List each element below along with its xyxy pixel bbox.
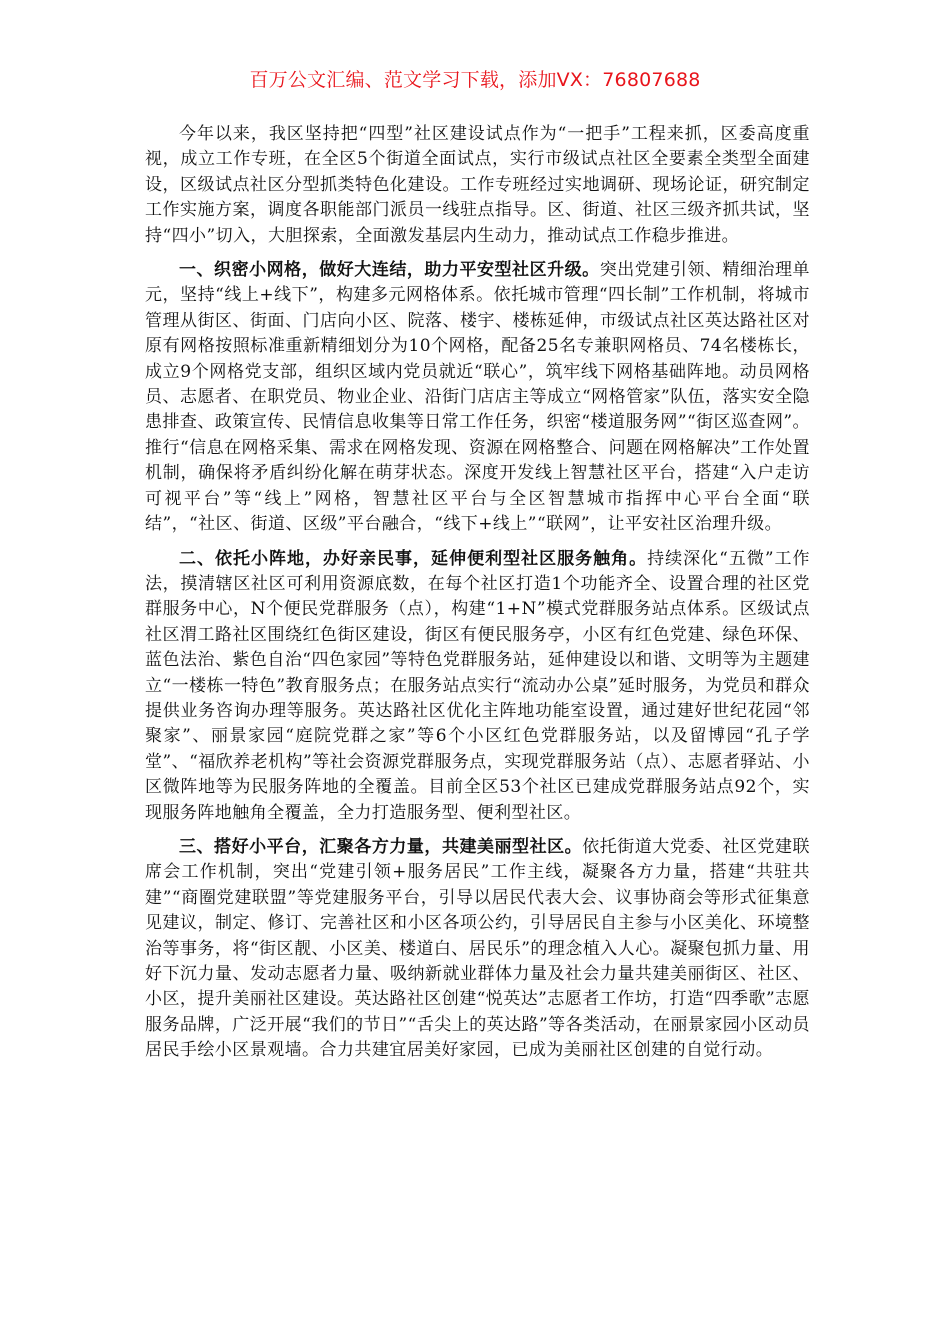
section-1-heading: 一、织密小网格，做好大连结，助力平安型社区升级。: [179, 260, 600, 281]
section-3-heading: 三、搭好小平台，汇聚各方力量，共建美丽型社区。: [179, 836, 583, 857]
section-2-paragraph: [145, 547, 810, 826]
section-3-paragraph: [145, 835, 810, 1064]
section-1-body: 突出党建引领、精细治理单元，坚持“线上+线下”，构建多元网格体系。依托城市管理“四长制”工作机制，将城市管理从街区、街面、门店向小区、院落、楼宇、楼栋延伸，市级试点社区英达路社区对原有网格按照标准重新精细划分为10个网格，配备25名专兼职网格员、74名楼栋长，成立9个网格党支部，组织区域内党员就近“联心”，筑牢线下网格基础阵地。动员网格员、志愿者、在职党员、物业企业、沿街门店店主等成立“网格管家”队伍，落实安全隐患排查、政策宣传、民情信息收集等日常工作任务，织密“楼道服务网”“街区巡查网”。推行“信息在网格采集、需求在网格发现、资源在网格整合、问题在网格解决”工作处置机制，确保将矛盾纠纷化解在萌芽状态。深度开发线上智慧社区平台，搭建“入户走访可视平台”等“线上”网格，智慧社区平台与全区智慧城市指挥中心平台全面“联结”，“社区、街道、区级”平台融合，“线下+线上”“联网”，让平安社区治理升级。: [145, 260, 810, 535]
intro-paragraph: 今年以来，我区坚持把“四型”社区建设试点作为“一把手”工程来抓，区委高度重视，成立工作专班，在全区5个街道全面试点，实行市级试点社区全要素全类型全面建设，区级试点社区分型抓类特色化建设。工作专班经过实地调研、现场论证，研究制定工作实施方案，调度各职能部门派员一线驻点指导。区、街道、社区三级齐抓共试，坚持“四小”切入，大胆探索，全面激发基层内生动力，推动试点工作稳步推进。: [145, 124, 810, 246]
document-body: [145, 122, 810, 1073]
section-2-body: 持续深化“五微”工作法，摸清辖区社区可利用资源底数，在每个社区打造1个功能齐全、设置合理的社区党群服务中心，N个便民党群服务（点），构建“1+N”模式党群服务站点体系。区级试点社区渭工路社区围绕红色街区建设，街区有便民服务亭，小区有红色党建、绿色环保、蓝色法治、紫色自治“四色家园”等特色党群服务站，延伸建设以和谐、文明等为主题建立“一楼栋一特色”教育服务点；在服务站点实行“流动办公桌”延时服务，为党员和群众提供业务咨询办理等服务。英达路社区优化主阵地功能室设置，通过建好世纪花园“邻聚家”、丽景家园“庭院党群之家”等6个小区红色党群服务站，以及留博园“孔子学堂”、“福欣养老机构”等社会资源党群服务点，实现党群服务站（点）、志愿者驿站、小区微阵地等为民服务阵地的全覆盖。目前全区53个社区已建成党群服务站点92个，实现服务阵地触角全覆盖，全力打造服务型、便利型社区。: [145, 548, 810, 823]
section-1-paragraph: [145, 258, 810, 537]
watermark-header: 百万公文汇编、范文学习下载，添加VX：76807688: [249, 69, 701, 91]
section-3-body: 依托街道大党委、社区党建联席会工作机制，突出“党建引领+服务居民”工作主线，凝聚各方力量，搭建“共驻共建”“商圈党建联盟”等党建服务平台，引导以居民代表大会、议事协商会等形式征集意见建议，制定、修订、完善社区和小区各项公约，引导居民自主参与小区美化、环境整治等事务，将“街区靓、小区美、楼道白、居民乐”的理念植入人心。凝聚包抓力量、用好下沉力量、发动志愿者力量、吸纳新就业群体力量及社会力量共建美丽街区、社区、小区，提升美丽社区建设。英达路社区创建“悦英达”志愿者工作坊，打造“四季歌”志愿服务品牌，广泛开展“我们的节日”“舌尖上的英达路”等各类活动，在丽景家园小区动员居民手绘小区景观墙。合力共建宜居美好家园，已成为美丽社区创建的自觉行动。: [145, 836, 810, 1061]
section-2-heading: 二、依托小阵地，办好亲民事，延伸便利型社区服务触角。: [179, 548, 648, 569]
